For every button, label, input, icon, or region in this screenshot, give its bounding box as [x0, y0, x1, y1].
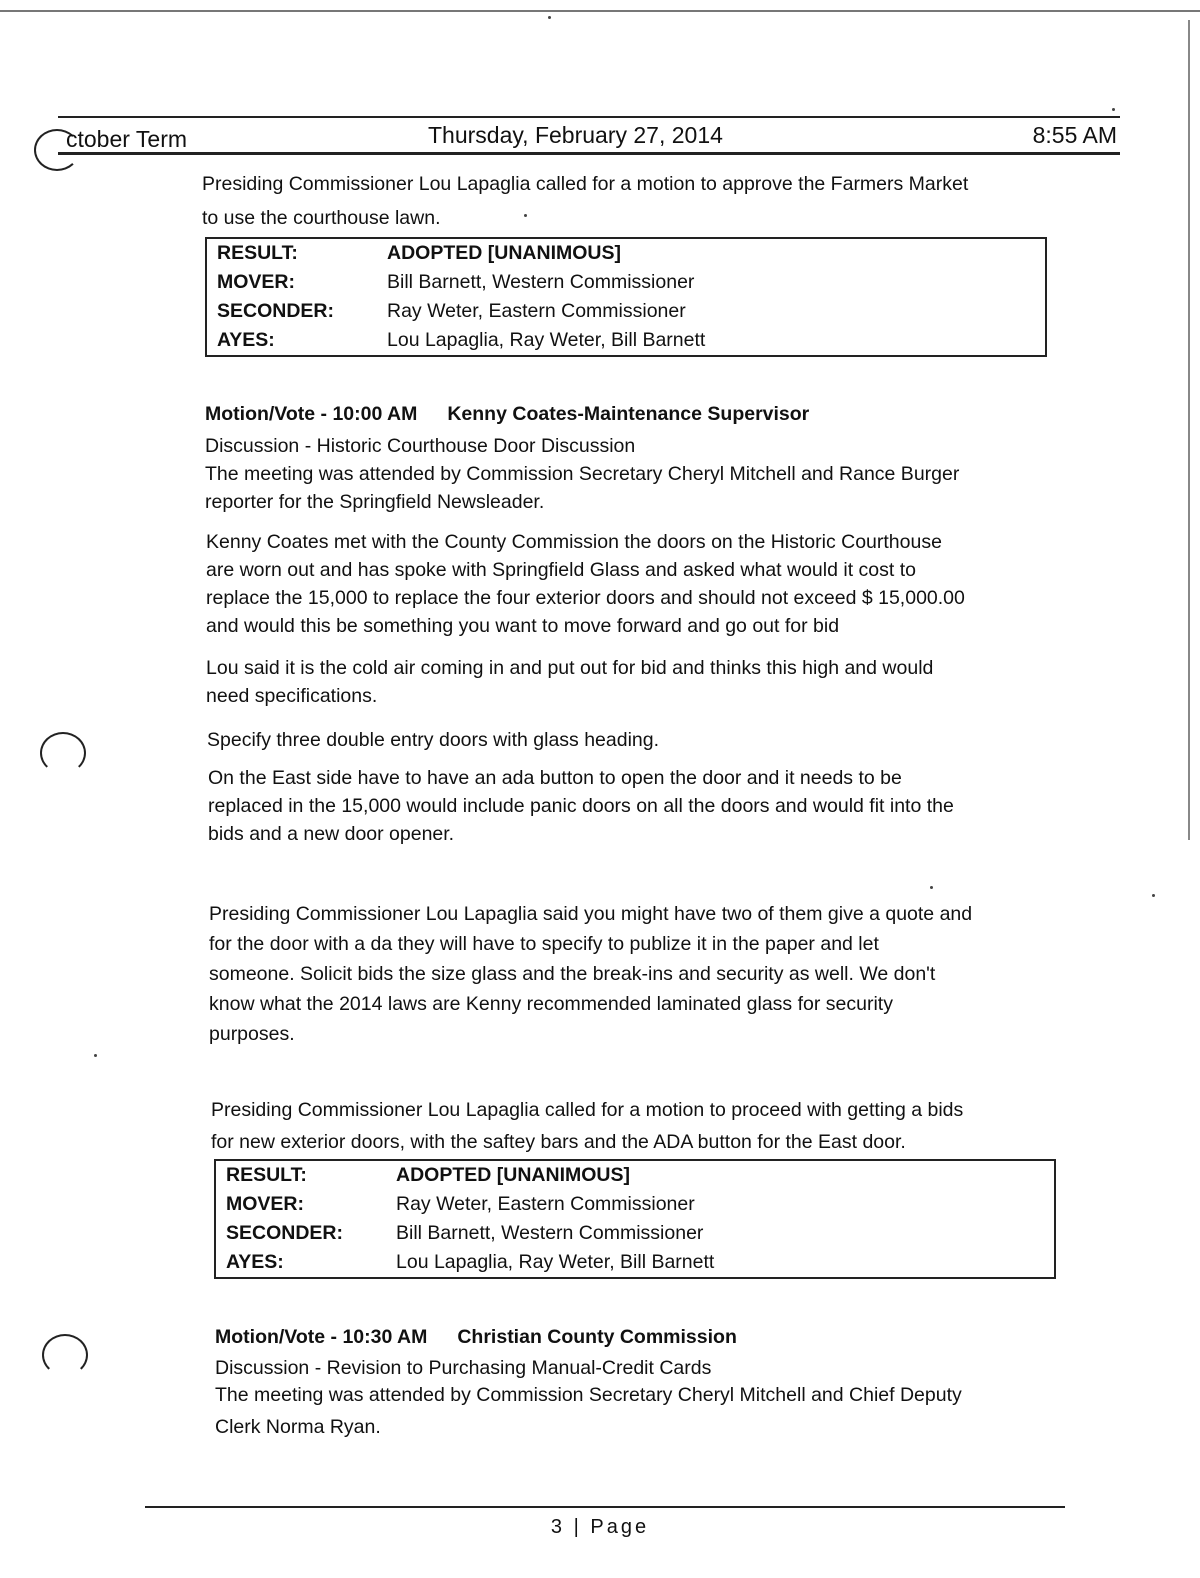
text-line: Specify three double entry doors with glass heading. [207, 729, 660, 751]
footer-rule [145, 1506, 1065, 1508]
result-row [215, 1160, 1055, 1190]
discussion-line: Discussion - Revision to Purchasing Manual-Credit Cards [215, 1357, 712, 1379]
discussion-paragraph [206, 654, 933, 710]
text-line: The meeting was attended by Commission Secretary Cheryl Mitchell and Rance Burger [205, 463, 960, 485]
meeting-date: Thursday, February 27, 2014 [428, 122, 723, 148]
meeting-time: 8:55 AM [1032, 122, 1117, 148]
motion-time: Motion/Vote - 10:30 AM [215, 1326, 428, 1348]
text-line: know what the 2014 laws are Kenny recommended laminated glass for security [209, 993, 893, 1015]
result-value: ADOPTED [UNANIMOUS] [396, 1164, 630, 1186]
vote-result-table [214, 1159, 1056, 1279]
text-line: replace the 15,000 to replace the four exterior doors and should not exceed $ 15,000.00 [206, 587, 965, 609]
text-line: and would this be something you want to move forward and go out for bid [206, 615, 840, 637]
scan-edge-right [1188, 20, 1190, 840]
intro-paragraph [202, 170, 968, 232]
mover-label: MOVER: [217, 271, 295, 293]
attendance-paragraph [205, 460, 959, 516]
text-line: to use the courthouse lawn. [202, 207, 441, 229]
ayes-value: Lou Lapaglia, Ray Weter, Bill Barnett [387, 329, 706, 351]
motion-heading [215, 1326, 737, 1349]
ayes-label: AYES: [226, 1251, 284, 1273]
result-value: ADOPTED [UNANIMOUS] [387, 242, 621, 264]
scan-speck [930, 886, 933, 889]
discussion-paragraph [209, 900, 972, 1048]
result-label: RESULT: [226, 1164, 307, 1186]
ayes-label: AYES: [217, 329, 275, 351]
ayes-row [206, 326, 1046, 356]
text-line: purposes. [209, 1023, 295, 1045]
scan-edge-top [0, 10, 1200, 12]
text-line: Presiding Commissioner Lou Lapaglia called for a motion to proceed with getting a bids [211, 1099, 964, 1121]
motion-presenter: Christian County Commission [457, 1326, 737, 1348]
page-number: 3 | Page [550, 1516, 650, 1538]
hole-punch [40, 732, 86, 774]
text-line: The meeting was attended by Commission Secretary Cheryl Mitchell and Chief Deputy [215, 1384, 962, 1406]
motion-presenter: Kenny Coates-Maintenance Supervisor [447, 403, 810, 425]
text-line: reporter for the Springfield Newsleader. [205, 491, 545, 513]
discussion-paragraph [208, 764, 954, 848]
result-label: RESULT: [217, 242, 298, 264]
seconder-label: SECONDER: [226, 1222, 344, 1244]
header-rule-top [58, 116, 1120, 118]
text-line: are worn out and has spoke with Springfield Glass and asked what would it cost to [206, 559, 916, 581]
seconder-value: Ray Weter, Eastern Commissioner [387, 300, 686, 322]
hole-punch [42, 1334, 88, 1376]
text-line: for new exterior doors, with the saftey bars and the ADA button for the East door. [211, 1131, 906, 1153]
mover-value: Bill Barnett, Western Commissioner [387, 271, 695, 293]
attendance-paragraph [215, 1381, 962, 1441]
text-line: Presiding Commissioner Lou Lapaglia said you might have two of them give a quote and [209, 903, 973, 925]
header-rule-bottom [58, 152, 1120, 155]
text-line: need specifications. [206, 685, 378, 707]
seconder-row [215, 1219, 1055, 1248]
scan-speck [1112, 108, 1115, 111]
motion-heading [205, 403, 809, 426]
text-line: bids and a new door opener. [208, 823, 455, 845]
ayes-row [215, 1248, 1055, 1278]
text-line: for the door with a da they will have to specify to publize it in the paper and let [209, 933, 879, 955]
scan-speck [1152, 894, 1155, 897]
mover-value: Ray Weter, Eastern Commissioner [396, 1193, 695, 1215]
text-line: replaced in the 15,000 would include panic doors on all the doors and would fit into the [208, 795, 954, 817]
text-line: Clerk Norma Ryan. [215, 1416, 381, 1438]
text-line: Lou said it is the cold air coming in and put out for bid and thinks this high and would [206, 657, 934, 679]
mover-row [206, 268, 1046, 297]
scan-speck [548, 16, 551, 19]
mover-row [215, 1190, 1055, 1219]
vote-result-table [205, 237, 1047, 357]
discussion-paragraph [207, 726, 659, 754]
discussion-line: Discussion - Historic Courthouse Door Discussion [205, 435, 636, 457]
seconder-label: SECONDER: [217, 300, 335, 322]
text-line: On the East side have to have an ada button to open the door and it needs to be [208, 767, 902, 789]
result-row [206, 238, 1046, 268]
text-line: someone. Solicit bids the size glass and the break-ins and security as well. We don't [209, 963, 936, 985]
text-line: Presiding Commissioner Lou Lapaglia called for a motion to approve the Farmers Market [202, 173, 969, 195]
seconder-row [206, 297, 1046, 326]
text-line: Kenny Coates met with the County Commission the doors on the Historic Courthouse [206, 531, 942, 553]
motion-paragraph [211, 1096, 963, 1156]
motion-time: Motion/Vote - 10:00 AM [205, 403, 418, 425]
seconder-value: Bill Barnett, Western Commissioner [396, 1222, 704, 1244]
ayes-value: Lou Lapaglia, Ray Weter, Bill Barnett [396, 1251, 715, 1273]
scan-speck [94, 1054, 97, 1057]
discussion-paragraph [206, 528, 965, 640]
mover-label: MOVER: [226, 1193, 304, 1215]
term-title: ctober Term [66, 126, 188, 152]
